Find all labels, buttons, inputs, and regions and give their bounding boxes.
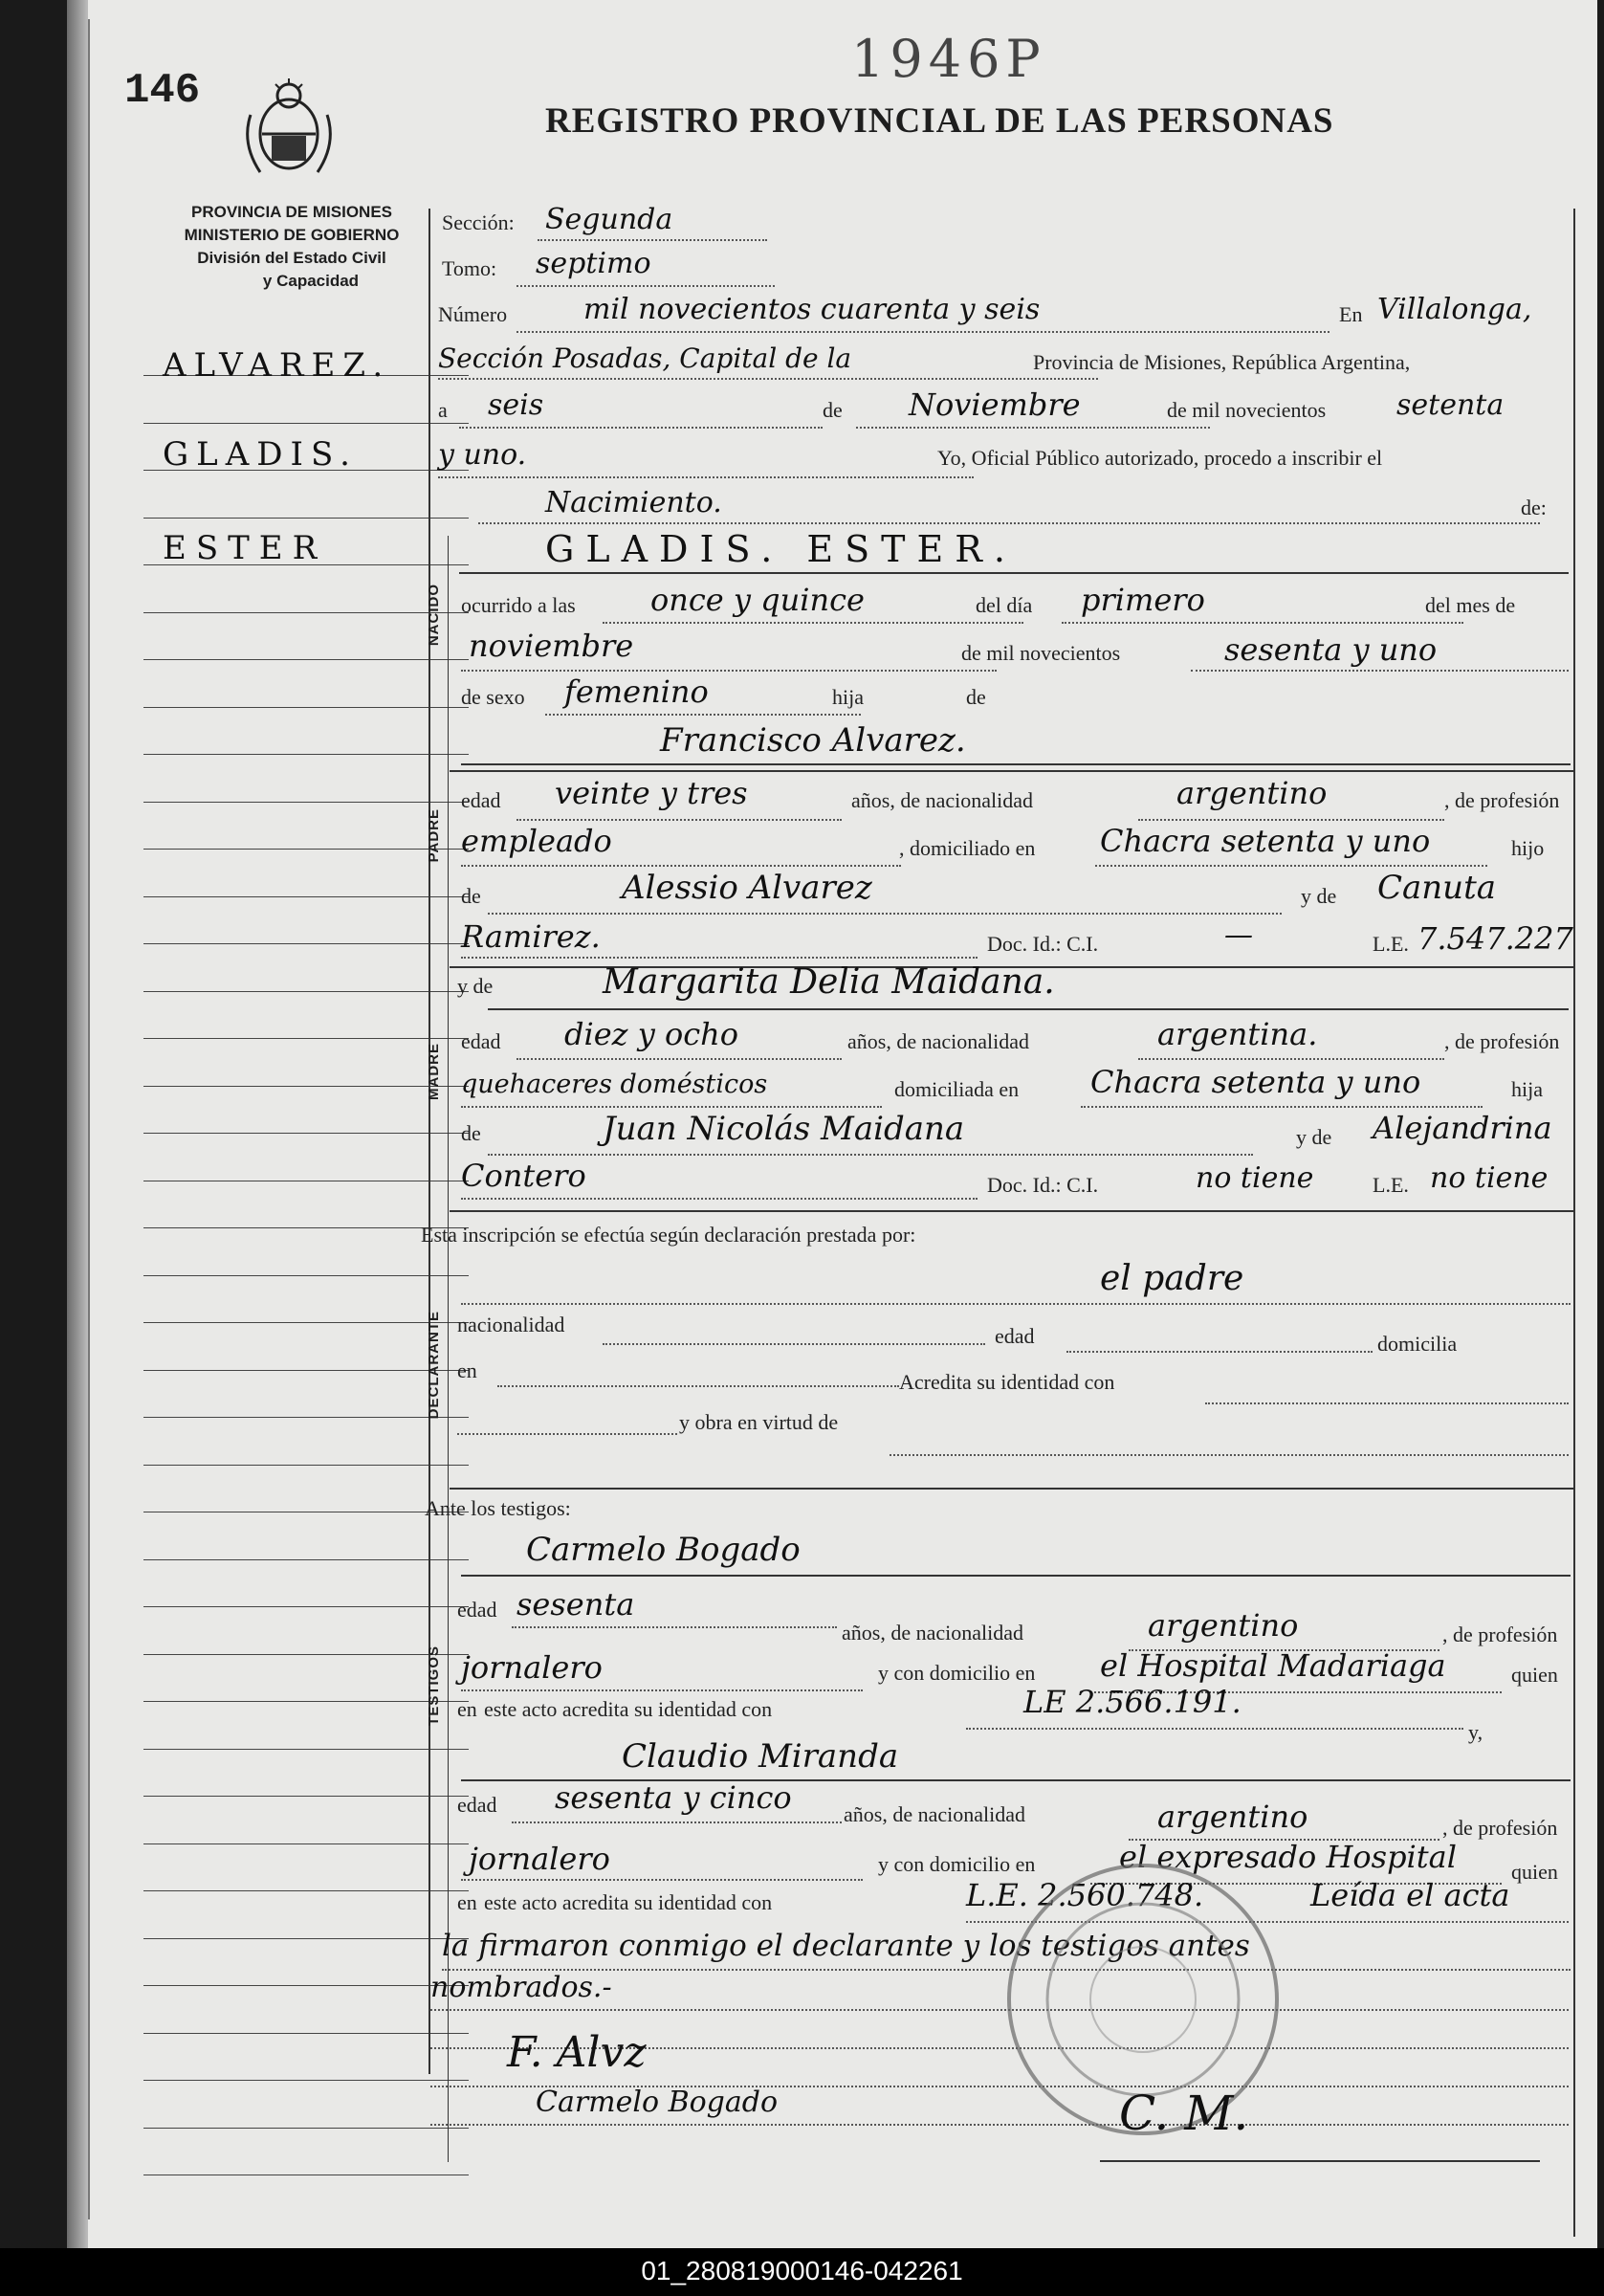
main-frame-left <box>428 209 430 2074</box>
testigos-intro: Ante los testigos: <box>425 1496 571 1520</box>
declarante-acredita-label: Acredita su identidad con <box>899 1370 1115 1394</box>
de-label: de <box>823 398 843 422</box>
ministry-line: PROVINCIA DE MISIONES <box>190 203 392 221</box>
field-line <box>461 957 978 959</box>
ledger-line <box>143 1227 469 1228</box>
dia-nac-value: primero <box>1081 582 1205 618</box>
anio-cont: y uno. <box>438 438 527 472</box>
separator <box>450 1488 1573 1490</box>
del-mes-label: del mes de <box>1425 593 1516 617</box>
padre-y-de-label: y de <box>1301 884 1337 908</box>
ledger-line <box>143 659 469 660</box>
field-line <box>516 1058 842 1060</box>
field-line <box>478 522 1540 524</box>
t1-domicilio-label: y con domicilio en <box>878 1661 1036 1685</box>
field-line <box>890 1454 1569 1456</box>
separator <box>450 1210 1573 1212</box>
padre-doc: — <box>1224 918 1253 952</box>
t2-nacionalidad: argentino <box>1157 1799 1308 1835</box>
t1-edad-label: edad <box>457 1598 497 1622</box>
field-line <box>1081 1106 1483 1108</box>
padre-domicilio-label: , domiciliado en <box>899 836 1036 860</box>
ledger-line <box>143 1038 469 1039</box>
tomo-label: Tomo: <box>442 256 497 280</box>
t1-anios-label: años, de nacionalidad <box>842 1621 1023 1645</box>
ledger-line <box>143 2080 469 2081</box>
sexo-value: femenino <box>564 673 709 710</box>
t1-nombre: Carmelo Bogado <box>526 1531 801 1569</box>
tab-madre: MADRE <box>426 1043 442 1100</box>
madre-domicilio-label: domiciliada en <box>894 1077 1020 1101</box>
field-line <box>461 670 997 672</box>
t2-domicilio-label: y con domicilio en <box>878 1852 1036 1876</box>
madre-doc-label: Doc. Id.: C.I. <box>987 1173 1099 1197</box>
field-line <box>459 572 1569 574</box>
ledger-line <box>143 1843 469 1844</box>
footer-code: 01_280819000146-042261 <box>641 2256 963 2285</box>
field-line <box>461 1198 978 1200</box>
t2-acredita-label: este acto acredita su identidad con <box>484 1890 773 1914</box>
t2-domicilio: el expresado Hospital <box>1119 1839 1457 1875</box>
field-line <box>457 1433 677 1435</box>
ledger-line <box>143 1133 469 1134</box>
main-frame-right <box>1573 209 1575 2237</box>
madre-y-de-label: y de <box>457 974 494 998</box>
ledger-line <box>143 1938 469 1939</box>
binding-edge <box>67 0 88 2248</box>
field-line <box>1191 670 1569 672</box>
provincia-text: Provincia de Misiones, República Argentina, <box>1033 350 1411 374</box>
padre-madre: Canuta <box>1377 869 1497 907</box>
t1-acredita-label: este acto acredita su identidad con <box>484 1697 773 1721</box>
t2-quien-label: quien <box>1511 1860 1558 1884</box>
tab-testigos: TESTIGOS <box>426 1645 442 1726</box>
field-line <box>512 1626 837 1628</box>
padre-edad: veinte y tres <box>555 775 748 811</box>
del-dia-label: del día <box>976 593 1033 617</box>
madre-profesion: quehaceres domésticos <box>461 1070 768 1099</box>
field-line <box>516 331 1329 333</box>
t1-profesion: jornalero <box>461 1649 603 1686</box>
lugar-value: Sección Posadas, Capital de la <box>438 342 852 374</box>
padre-profesion-label: , de profesión <box>1444 788 1560 812</box>
ledger-line <box>143 943 469 944</box>
coat-of-arms-icon <box>241 77 337 182</box>
cierre-2: la firmaron conmigo el declarante y los testigos antes <box>442 1929 1250 1963</box>
tab-declarante: DECLARANTE <box>426 1311 442 1420</box>
field-line <box>516 285 775 287</box>
field-line <box>603 1343 985 1345</box>
madre-doc: no tiene <box>1196 1161 1314 1195</box>
t2-anios-label: años, de nacionalidad <box>844 1802 1025 1826</box>
ledger-line <box>143 1275 469 1276</box>
ledger-line <box>143 1086 469 1087</box>
madre-madre: Alejandrina <box>1373 1110 1552 1146</box>
madre-y-de2-label: y de <box>1296 1125 1332 1149</box>
t1-en-label: en <box>457 1697 477 1721</box>
madre-le-label: L.E. <box>1373 1173 1409 1197</box>
padre-nacionalidad: argentino <box>1176 775 1328 811</box>
t1-y-label: y, <box>1468 1720 1483 1744</box>
t2-edad: sesenta y cinco <box>555 1779 792 1816</box>
ledger-line <box>143 707 469 708</box>
acto-value: Nacimiento. <box>545 486 722 519</box>
t1-nacionalidad: argentino <box>1148 1607 1299 1644</box>
page-title: REGISTRO PROVINCIAL DE LAS PERSONAS <box>545 101 1334 141</box>
field-line <box>1205 1402 1569 1404</box>
declarante-en-label: en <box>457 1358 477 1382</box>
ledger-line <box>143 612 469 613</box>
t2-profesion-label: , de profesión <box>1442 1816 1558 1840</box>
padre-doc-label: Doc. Id.: C.I. <box>987 932 1099 956</box>
ledger-line <box>143 1701 469 1702</box>
mes-value: Noviembre <box>909 386 1081 423</box>
madre-le: no tiene <box>1430 1161 1549 1195</box>
madre-profesion-label: , de profesión <box>1444 1029 1560 1053</box>
ledger-line <box>143 1465 469 1466</box>
ledger-line <box>143 754 469 755</box>
tab-nacido: NACIDO <box>426 584 442 647</box>
field-line <box>461 1303 1571 1305</box>
oficial-text: Yo, Oficial Público autorizado, procedo a inscribir el <box>937 446 1383 470</box>
en-value: Villalonga, <box>1377 293 1532 326</box>
ledger-line <box>143 1370 469 1371</box>
madre-hija-label: hija <box>1511 1077 1543 1101</box>
declarante-nacionalidad-label: nacionalidad <box>457 1313 565 1336</box>
field-line <box>488 1154 1253 1156</box>
page-number: 146 <box>124 67 201 115</box>
hijo-label: hija <box>832 685 864 709</box>
madre-padre: Juan Nicolás Maidana <box>603 1110 965 1148</box>
ledger-line <box>143 2128 469 2129</box>
ledger-line <box>143 423 469 424</box>
t2-profesion: jornalero <box>469 1841 610 1877</box>
madre-anios-label: años, de nacionalidad <box>847 1029 1029 1053</box>
padre-le-label: L.E. <box>1373 932 1409 956</box>
ocurrido-label: ocurrido a las <box>461 593 576 617</box>
seccion-label: Sección: <box>442 210 515 234</box>
field-line <box>461 1879 863 1881</box>
madre-edad-label: edad <box>461 1029 501 1053</box>
firma-declarante: F. Alvz <box>507 2028 647 2077</box>
ledger-line <box>143 849 469 850</box>
field-line <box>497 1385 899 1387</box>
padre-nombre: Francisco Alvarez. <box>660 721 966 760</box>
field-line <box>538 239 767 241</box>
footer-bar <box>0 2248 1604 2296</box>
numero-value: mil novecientos cuarenta y seis <box>583 293 1041 326</box>
page-edge-left <box>88 19 90 2219</box>
signature-line <box>1100 2160 1540 2162</box>
ledger-line <box>143 1749 469 1750</box>
field-line <box>1138 1058 1444 1060</box>
t1-domicilio: el Hospital Madariaga <box>1100 1647 1446 1684</box>
padre-de-label: de <box>461 884 481 908</box>
declarante-intro: Esta inscripción se efectúa según declaración prestada por: <box>421 1223 916 1247</box>
padre-padre: Alessio Alvarez <box>622 869 872 907</box>
t1-quien-label: quien <box>1511 1663 1558 1687</box>
numero-label: Número <box>438 302 508 326</box>
register-page <box>67 0 1597 2248</box>
field-line <box>516 819 842 821</box>
cierre-3: nombrados.- <box>430 1971 612 2004</box>
cierre-1: Leída el acta <box>1310 1877 1510 1913</box>
field-line <box>545 714 861 716</box>
pencil-note: 1946P <box>851 29 1046 89</box>
madre-de-label: de <box>461 1121 481 1145</box>
madre-nombre: Margarita Delia Maidana. <box>603 962 1055 1002</box>
field-line <box>488 913 1282 915</box>
madre-edad: diez y ocho <box>564 1016 738 1052</box>
ledger-line <box>143 1654 469 1655</box>
ministry-line: MINISTERIO DE GOBIERNO <box>184 226 400 244</box>
ministry-line: y Capacidad <box>262 272 360 290</box>
anio-value: setenta <box>1396 388 1505 422</box>
field-line <box>966 1728 1463 1730</box>
margin-second-name: ESTER <box>163 529 327 567</box>
ledger-line <box>143 1985 469 1986</box>
anio-label: de mil novecientos <box>1167 398 1327 422</box>
madre-madre-cont: Contero <box>461 1158 586 1194</box>
mes-nac-value: noviembre <box>469 628 634 664</box>
field-line <box>461 1575 1571 1577</box>
t1-edad: sesenta <box>516 1586 635 1623</box>
hora-value: once y quince <box>650 582 865 618</box>
field-line <box>1062 622 1463 624</box>
declarante-obra-label: y obra en virtud de <box>679 1410 839 1434</box>
de-nac-label: de <box>966 685 986 709</box>
padre-madre-cont: Ramirez. <box>461 918 601 955</box>
margin-surname: ALVAREZ. <box>163 346 391 385</box>
field-line <box>459 427 823 429</box>
field-line <box>488 1008 1569 1010</box>
en-label: En <box>1339 302 1363 326</box>
t2-edad-label: edad <box>457 1793 497 1817</box>
declarante-domicilia-label: domicilia <box>1377 1332 1458 1356</box>
declarante-edad-label: edad <box>995 1324 1035 1348</box>
firma-testigo-1: Carmelo Bogado <box>536 2086 779 2119</box>
anio-nac-label: de mil novecientos <box>961 641 1121 665</box>
ministry-block <box>153 201 430 293</box>
ministry-line: División del Estado Civil <box>197 249 386 267</box>
margin-first-name: GLADIS. <box>163 435 358 474</box>
field-line <box>1066 1351 1373 1353</box>
ledger-line <box>143 1322 469 1323</box>
ledger-line <box>143 1796 469 1797</box>
t2-doc: L.E. 2.560.748. <box>966 1877 1204 1913</box>
field-line <box>461 763 1571 765</box>
madre-domicilio: Chacra setenta y uno <box>1090 1064 1421 1100</box>
field-line <box>438 378 1098 380</box>
padre-domicilio: Chacra setenta y uno <box>1100 823 1431 859</box>
ledger-line <box>143 1559 469 1560</box>
t1-profesion-label: , de profesión <box>1442 1623 1558 1646</box>
field-line <box>1138 819 1444 821</box>
field-line <box>856 427 1210 429</box>
field-line <box>603 622 1023 624</box>
ledger-line <box>143 802 469 803</box>
ledger-line <box>143 896 469 897</box>
firma-oficial: C. M. <box>1119 2086 1249 2141</box>
ledger-line <box>143 518 469 519</box>
dia-value: seis <box>488 388 544 422</box>
t1-doc: LE 2.566.191. <box>1023 1684 1241 1720</box>
seccion-value: Segunda <box>545 203 673 236</box>
nacido-nombre: GLADIS. ESTER. <box>545 528 1017 570</box>
declarante-quien: el padre <box>1100 1259 1244 1298</box>
field-line <box>461 1106 882 1108</box>
ledger-line <box>143 991 469 992</box>
field-line <box>1095 865 1487 867</box>
field-line <box>438 476 974 478</box>
tab-column-line <box>448 536 449 2162</box>
separator <box>450 770 1573 772</box>
madre-nacionalidad: argentina. <box>1157 1016 1318 1052</box>
t2-nombre: Claudio Miranda <box>622 1737 899 1776</box>
sexo-label: de sexo <box>461 685 525 709</box>
field-line <box>461 865 901 867</box>
padre-hijo-label: hijo <box>1511 836 1545 860</box>
ledger-line <box>143 2033 469 2034</box>
field-line <box>461 1689 863 1691</box>
ledger-line <box>143 1606 469 1607</box>
padre-anios-label: años, de nacionalidad <box>851 788 1033 812</box>
tomo-value: septimo <box>536 247 651 280</box>
ledger-line <box>143 1417 469 1418</box>
padre-edad-label: edad <box>461 788 501 812</box>
tab-padre: PADRE <box>426 808 442 863</box>
field-line <box>512 1821 842 1823</box>
anio-nac-value: sesenta y uno <box>1224 631 1438 668</box>
padre-profesion: empleado <box>461 823 612 859</box>
a-label: a <box>438 398 448 422</box>
ledger-line <box>143 1890 469 1891</box>
de-colon: de: <box>1521 496 1547 519</box>
padre-le: 7.547.227 <box>1417 920 1573 957</box>
t2-en-label: en <box>457 1890 477 1914</box>
